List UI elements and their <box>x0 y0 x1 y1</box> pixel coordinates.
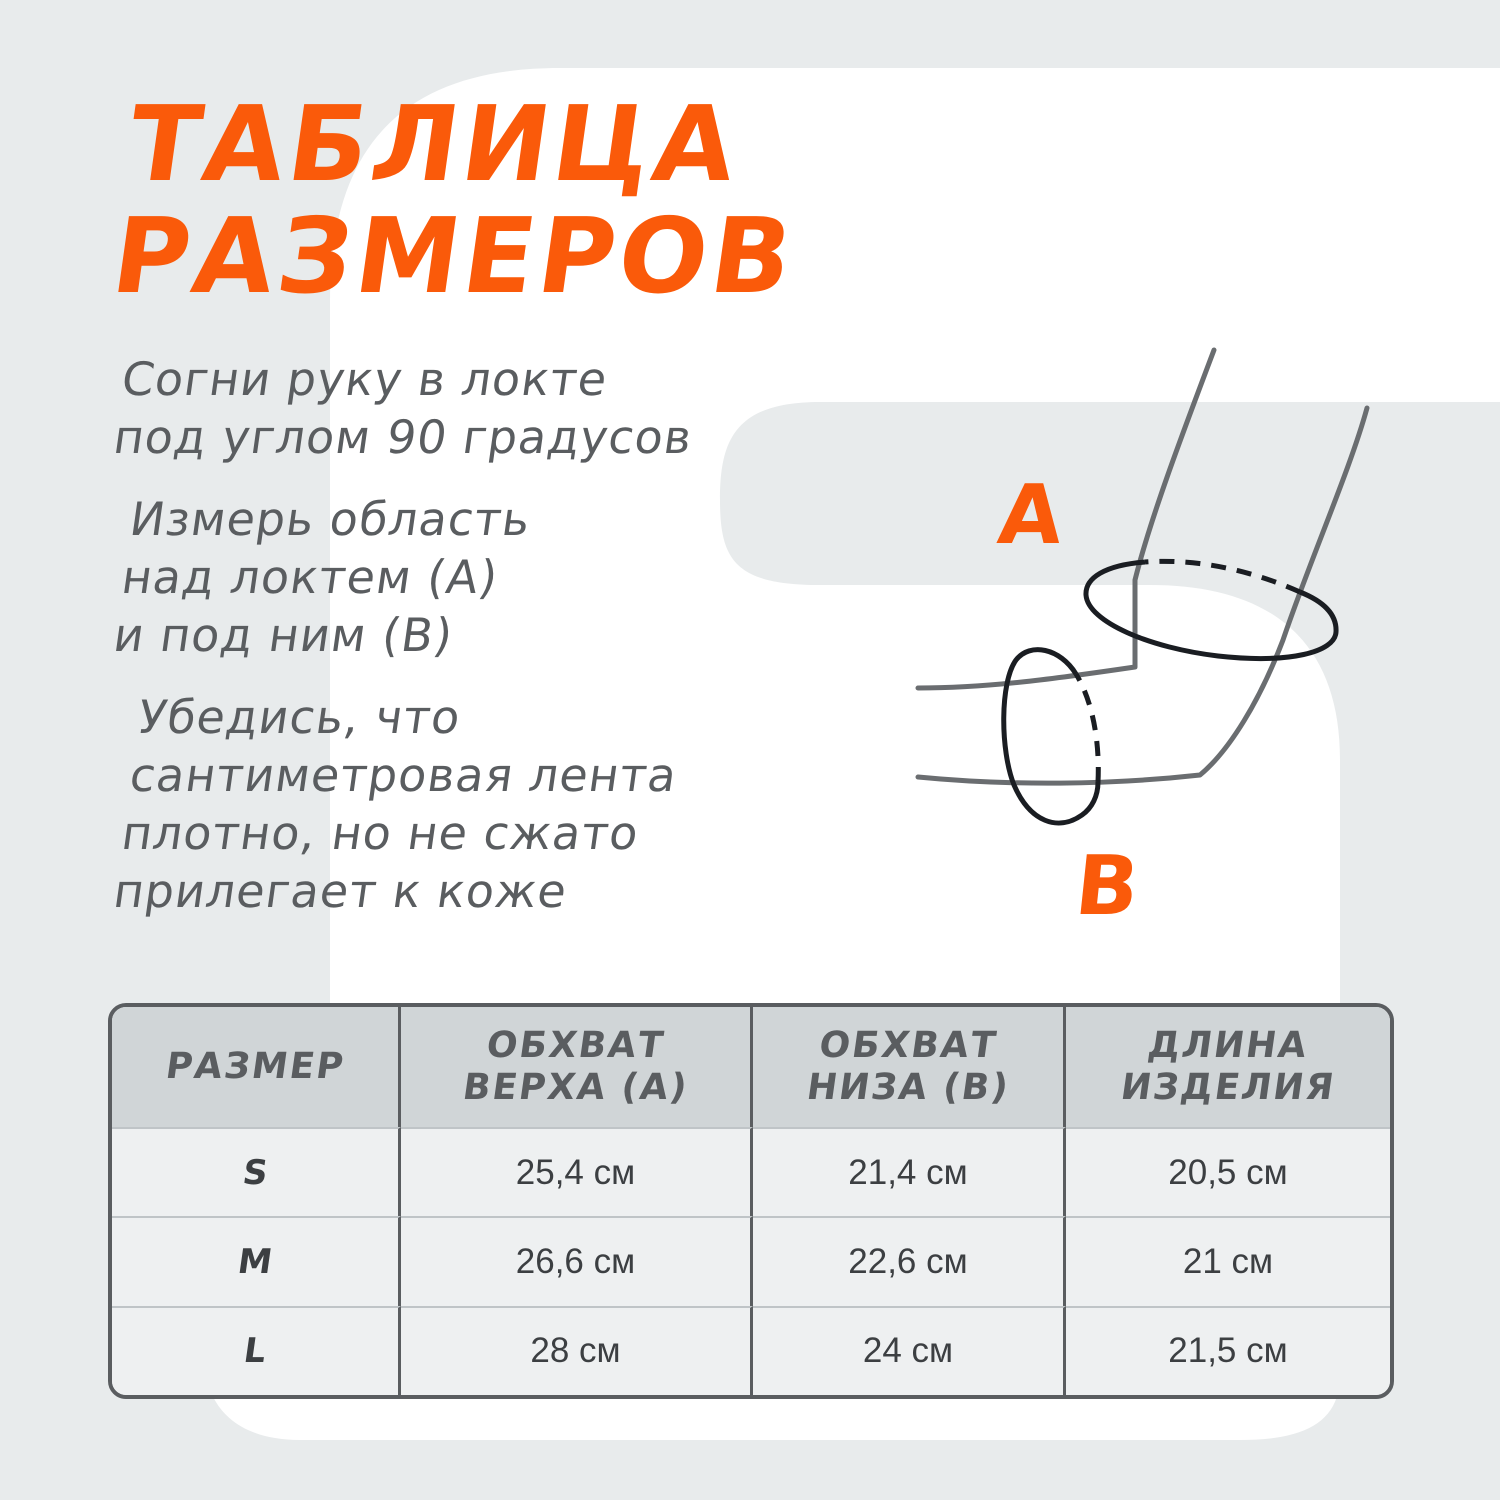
header-lower-girth <box>753 1007 1066 1127</box>
instruction-line: прилегает к коже <box>110 864 571 918</box>
header-size <box>112 1007 401 1127</box>
instruction-measure-area <box>110 490 914 664</box>
size-label: L <box>241 1331 269 1372</box>
size-cell <box>112 1306 401 1395</box>
length-cell: 21 см <box>1066 1216 1390 1305</box>
instruction-line: Согни руку в локте <box>118 352 612 406</box>
size-table <box>108 1003 1394 1399</box>
header-line: ДЛИНА <box>1145 1025 1311 1066</box>
upper-girth-cell: 28 см <box>401 1306 753 1395</box>
instruction-tape-fit <box>110 688 923 920</box>
title-line-2: РАЗМЕРОВ <box>105 195 804 317</box>
header-line: ВЕРХА (А) <box>460 1067 692 1108</box>
size-cell <box>112 1127 401 1216</box>
size-label: M <box>235 1241 275 1282</box>
length-cell: 21,5 см <box>1066 1306 1390 1395</box>
instruction-line: сантиметровая лента <box>126 748 681 802</box>
ring-b-dashed <box>1076 674 1098 782</box>
upper-girth-cell: 26,6 см <box>401 1216 753 1305</box>
page-title <box>105 83 819 317</box>
arm-outline <box>918 350 1367 783</box>
lower-girth-cell: 22,6 см <box>753 1216 1066 1305</box>
upper-girth-cell: 25,4 см <box>401 1127 753 1216</box>
lower-girth-cell: 21,4 см <box>753 1127 1066 1216</box>
header-line: ОБХВАТ <box>816 1025 1000 1066</box>
ring-a-dashed <box>1145 561 1300 592</box>
ring-a-solid <box>1086 562 1336 659</box>
instruction-line: над локтем (А) <box>118 550 502 604</box>
size-label: S <box>239 1152 271 1193</box>
arm-outer-line <box>918 408 1367 783</box>
instruction-line: под углом 90 градусов <box>110 410 697 464</box>
label-b: B <box>1070 839 1144 934</box>
arm-inner-line <box>918 350 1214 688</box>
instruction-line: и под ним (В) <box>110 608 457 662</box>
instructions <box>110 350 890 944</box>
instruction-line: Убедись, что <box>134 690 465 744</box>
header-upper-girth <box>401 1007 753 1127</box>
elbow-diagram <box>900 330 1400 950</box>
size-cell <box>112 1216 401 1305</box>
instruction-line: Измерь область <box>126 492 535 546</box>
header-line: НИЗА (В) <box>803 1067 1013 1108</box>
instruction-line: плотно, но не сжато <box>118 806 643 860</box>
header-line: ИЗДЕЛИЯ <box>1118 1067 1338 1108</box>
header-line: РАЗМЕР <box>162 1046 348 1087</box>
header-line: ОБХВАТ <box>483 1025 668 1066</box>
header-length <box>1066 1007 1390 1127</box>
title-line-1: ТАБЛИЦА <box>121 83 748 205</box>
lower-girth-cell: 24 см <box>753 1306 1066 1395</box>
length-cell: 20,5 см <box>1066 1127 1390 1216</box>
instruction-bend-arm <box>110 350 906 466</box>
measure-ring-a <box>1086 561 1336 658</box>
label-a: A <box>993 468 1068 563</box>
